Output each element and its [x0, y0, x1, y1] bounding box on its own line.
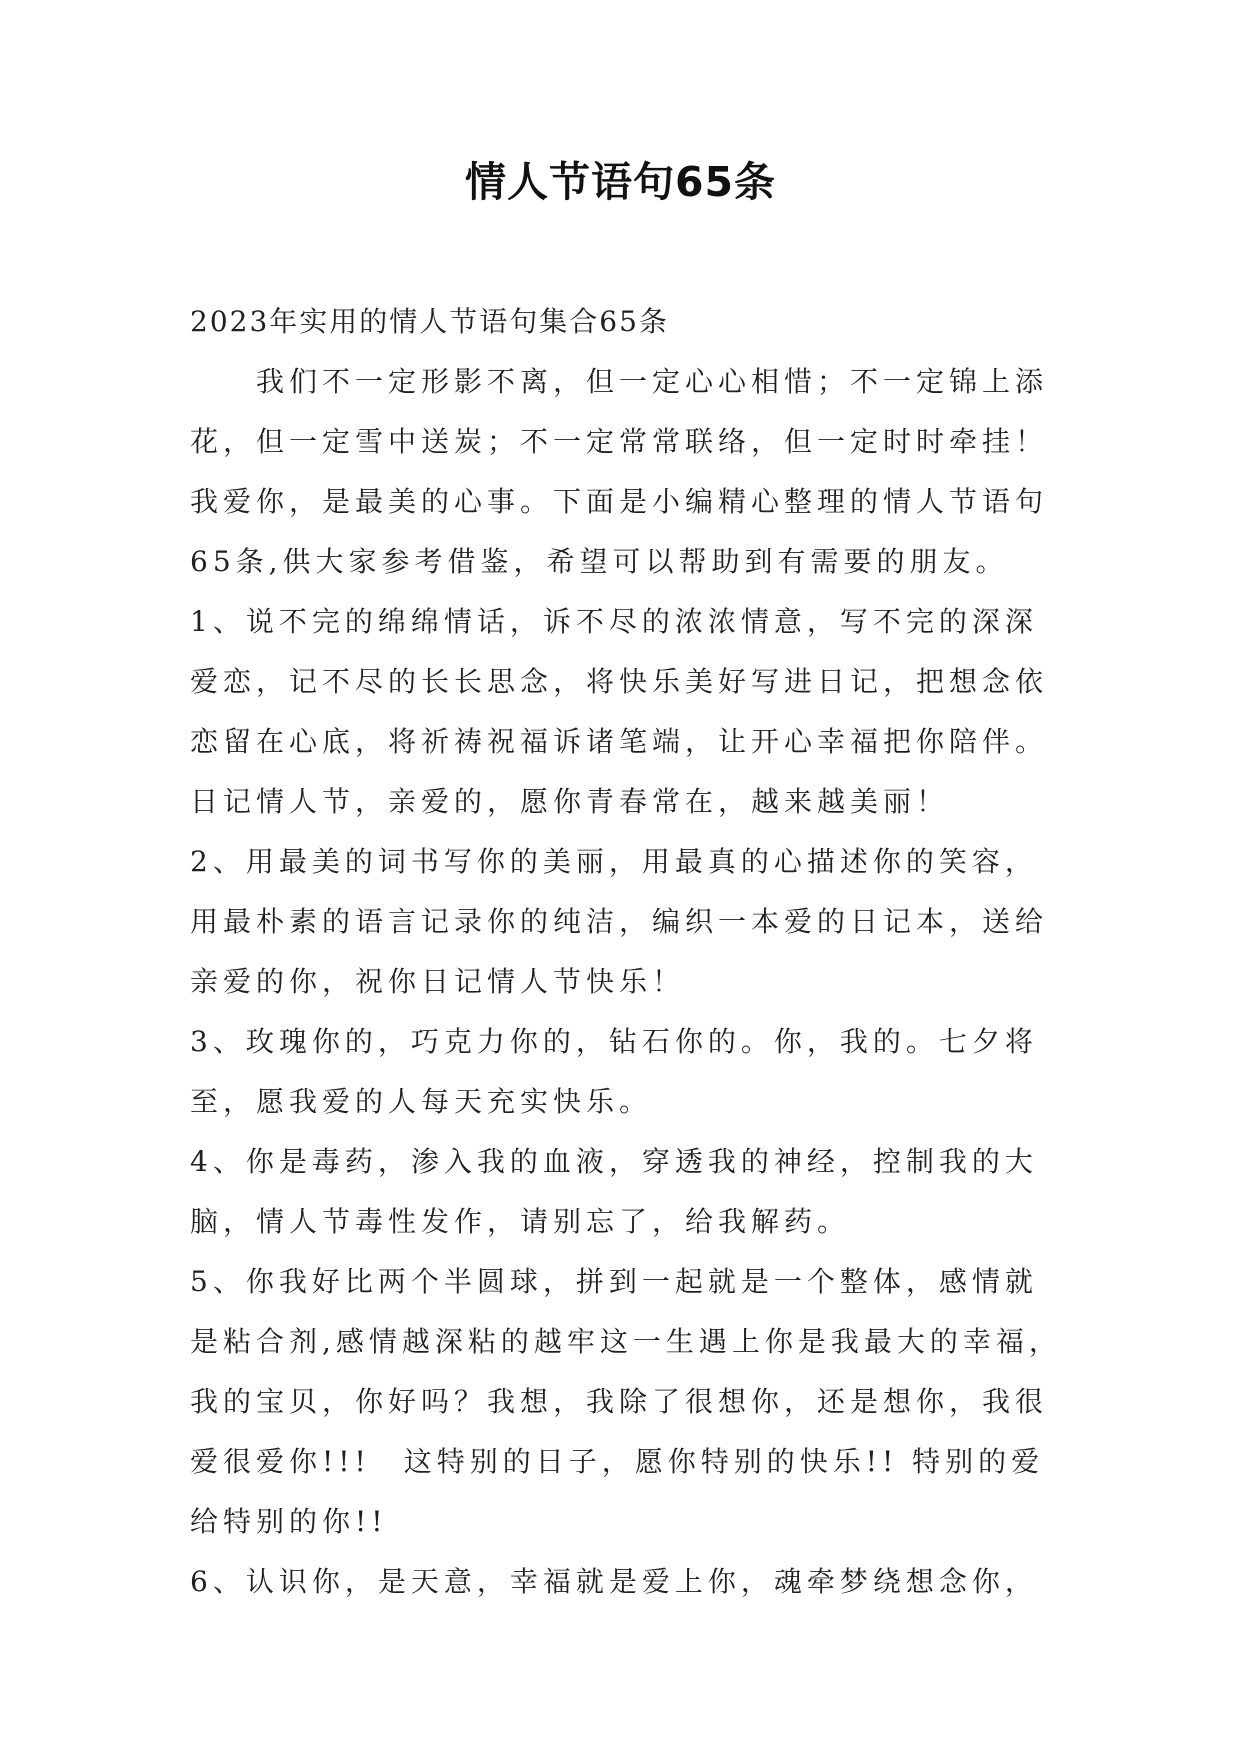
item-3-line: 3、玫瑰你的，巧克力你的，钻石你的。你，我的。七夕将 — [190, 1025, 1038, 1058]
document-body — [190, 292, 1062, 1612]
item-2-line: 2、用最美的词书写你的美丽，用最真的心描述你的笑容， — [190, 845, 1038, 878]
item-5-line: 5、你我好比两个半圆球，拼到一起就是一个整体，感情就 — [190, 1265, 1038, 1298]
item-5-line: 是粘合剂,感情越深粘的越牢这一生遇上你是我最大的幸福， — [190, 1325, 1062, 1358]
item-3-line: 至，愿我爱的人每天充实快乐。 — [190, 1085, 653, 1118]
item-1-line: 日记情人节，亲爱的，愿你青春常在，越来越美丽！ — [190, 785, 950, 818]
intro-paragraph-line: 我们不一定形影不离，但一定心心相惜；不一定锦上添 — [256, 365, 1049, 398]
item-5-line: 我的宝贝，你好吗？我想，我除了很想你，还是想你，我很 — [190, 1385, 1049, 1418]
item-1-line: 1、说不完的绵绵情话，诉不尽的浓浓情意，写不完的深深 — [190, 605, 1038, 638]
item-1-line: 恋留在心底，将祈祷祝福诉诸笔端，让开心幸福把你陪伴。 — [190, 725, 1049, 758]
subtitle-line: 2023年实用的情人节语句集合65条 — [190, 305, 669, 338]
item-4-line: 4、你是毒药，渗入我的血液，穿透我的神经，控制我的大 — [190, 1145, 1038, 1178]
intro-paragraph-line: 65条,供大家参考借鉴，希望可以帮助到有需要的朋友。 — [190, 545, 1009, 578]
item-2-line: 用最朴素的语言记录你的纯洁，编织一本爱的日记本，送给 — [190, 905, 1049, 938]
item-5-line: 给特别的你!! — [190, 1505, 388, 1538]
item-4-line: 脑，情人节毒性发作，请别忘了，给我解药。 — [190, 1205, 851, 1238]
document-title: 情人节语句65条 — [464, 158, 777, 206]
item-2-line: 亲爱的你，祝你日记情人节快乐！ — [190, 965, 686, 998]
item-5-line: 爱很爱你!!! 这特别的日子，愿你特别的快乐!! 特别的爱 — [190, 1445, 1045, 1478]
intro-paragraph-line: 我爱你，是最美的心事。下面是小编精心整理的情人节语句 — [190, 485, 1049, 518]
item-6-line: 6、认识你，是天意，幸福就是爱上你，魂牵梦绕想念你， — [190, 1565, 1038, 1598]
intro-paragraph-line: 花，但一定雪中送炭；不一定常常联络，但一定时时牵挂！ — [190, 425, 1049, 458]
item-1-line: 爱恋，记不尽的长长思念，将快乐美好写进日记，把想念依 — [190, 665, 1049, 698]
